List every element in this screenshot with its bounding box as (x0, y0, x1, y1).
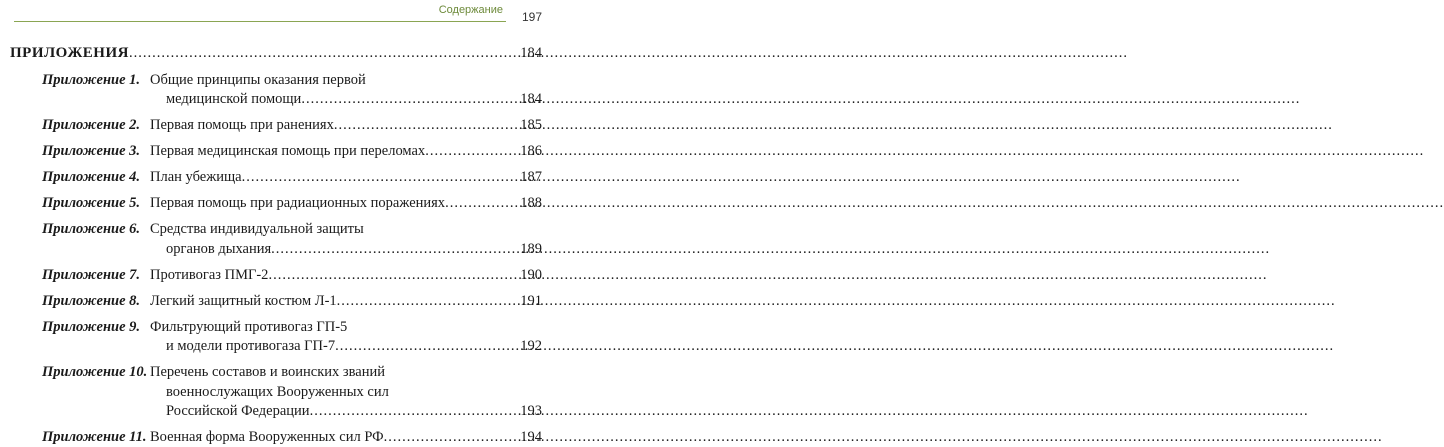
dot-leader (425, 141, 510, 161)
dot-leader (445, 193, 510, 213)
toc-entry-page: 188 (520, 195, 542, 211)
toc-entry-title: Средства индивидуальной защиты (150, 221, 364, 237)
toc-entry-continuation[interactable] (0, 239, 550, 259)
toc-entry-page: 187 (520, 169, 542, 185)
toc-entry-title: Перечень составов и воинских званий (150, 364, 385, 380)
dot-leader (271, 239, 510, 259)
toc-main-title: ПРИЛОЖЕНИЯ (10, 45, 129, 61)
dot-leader (335, 336, 510, 356)
toc-entry-title: План убежища (150, 169, 242, 185)
dot-leader (268, 265, 510, 285)
toc-entry-label: Приложение 1. (42, 71, 141, 88)
toc-entry-title: Первая помощь при ранениях (150, 117, 334, 133)
toc-entry-title: Российской Федерации (166, 403, 310, 419)
toc-entry-label: Приложение 10. (42, 364, 148, 380)
toc-entry-title: Первая медицинская помощь при переломах (150, 143, 426, 159)
dot-leader (301, 89, 510, 109)
toc-entry-title: Первая помощь при радиационных поражениях (150, 195, 446, 211)
toc-entry-continuation[interactable] (0, 382, 550, 402)
toc-entry[interactable] (0, 265, 550, 285)
toc-entry-label: Приложение 3. (42, 143, 141, 159)
toc-entry-page: 190 (520, 266, 542, 283)
toc-entry-continuation[interactable] (0, 401, 550, 421)
toc-entry-page: 184 (520, 91, 542, 107)
toc-entry-label: Приложение 11. (42, 429, 147, 445)
toc-entry-label: Приложение 8. (42, 292, 141, 309)
toc-entry-title: органов дыхания (166, 240, 272, 257)
toc-entry[interactable] (0, 193, 550, 213)
toc-entry-title: Военная форма Вооруженных сил РФ (150, 429, 384, 445)
dot-leader (129, 43, 510, 63)
toc-entry-page: 185 (520, 117, 542, 133)
toc-entry[interactable] (0, 317, 550, 337)
toc-entry[interactable] (0, 167, 550, 187)
toc-entry-continuation[interactable] (0, 336, 550, 356)
toc-entry-label: Приложение 4. (42, 169, 141, 185)
toc-entry[interactable] (0, 70, 550, 90)
toc-entry-label: Приложение 6. (42, 221, 141, 237)
toc-main-page: 184 (520, 45, 542, 61)
dot-leader (310, 401, 510, 421)
toc-entry-page: 192 (520, 338, 542, 354)
section-label: Содержание (438, 4, 503, 16)
toc-entry[interactable] (0, 115, 550, 135)
toc-entry[interactable] (0, 219, 550, 239)
toc-entry-title: медицинской помощи (166, 91, 302, 107)
page-number: 197 (521, 10, 542, 24)
toc-entry-page: 191 (520, 292, 542, 309)
toc-entry-title: Противогаз ПМГ-2 (150, 266, 269, 283)
toc-main-entry[interactable] (0, 43, 550, 63)
toc-entry-page: 193 (520, 403, 542, 419)
toc-entry-label: Приложение 9. (42, 318, 141, 335)
dot-leader (337, 291, 510, 311)
toc-entry-page: 194 (520, 429, 542, 445)
toc-entry[interactable] (0, 141, 550, 161)
toc-entry[interactable] (0, 291, 550, 311)
table-of-contents (0, 0, 550, 445)
toc-entry-title: Фильтрующий противогаз ГП-5 (150, 318, 348, 335)
toc-entry[interactable] (0, 362, 550, 382)
toc-entry-title: Легкий защитный костюм Л-1 (150, 292, 337, 309)
dot-leader (242, 167, 510, 187)
toc-entry-title: Общие принципы оказания первой (150, 71, 366, 88)
toc-entry-continuation[interactable] (0, 89, 550, 109)
dot-leader (384, 427, 510, 447)
toc-entry[interactable] (0, 427, 550, 447)
toc-entry-title: военнослужащих Вооруженных сил (166, 383, 389, 400)
toc-entry-title: и модели противогаза ГП-7 (166, 338, 336, 354)
toc-entry-page: 189 (520, 240, 542, 257)
toc-entry-label: Приложение 2. (42, 117, 141, 133)
dot-leader (334, 115, 510, 135)
toc-entry-label: Приложение 5. (42, 195, 141, 211)
toc-entry-page: 186 (520, 143, 542, 159)
toc-entry-label: Приложение 7. (42, 266, 141, 283)
